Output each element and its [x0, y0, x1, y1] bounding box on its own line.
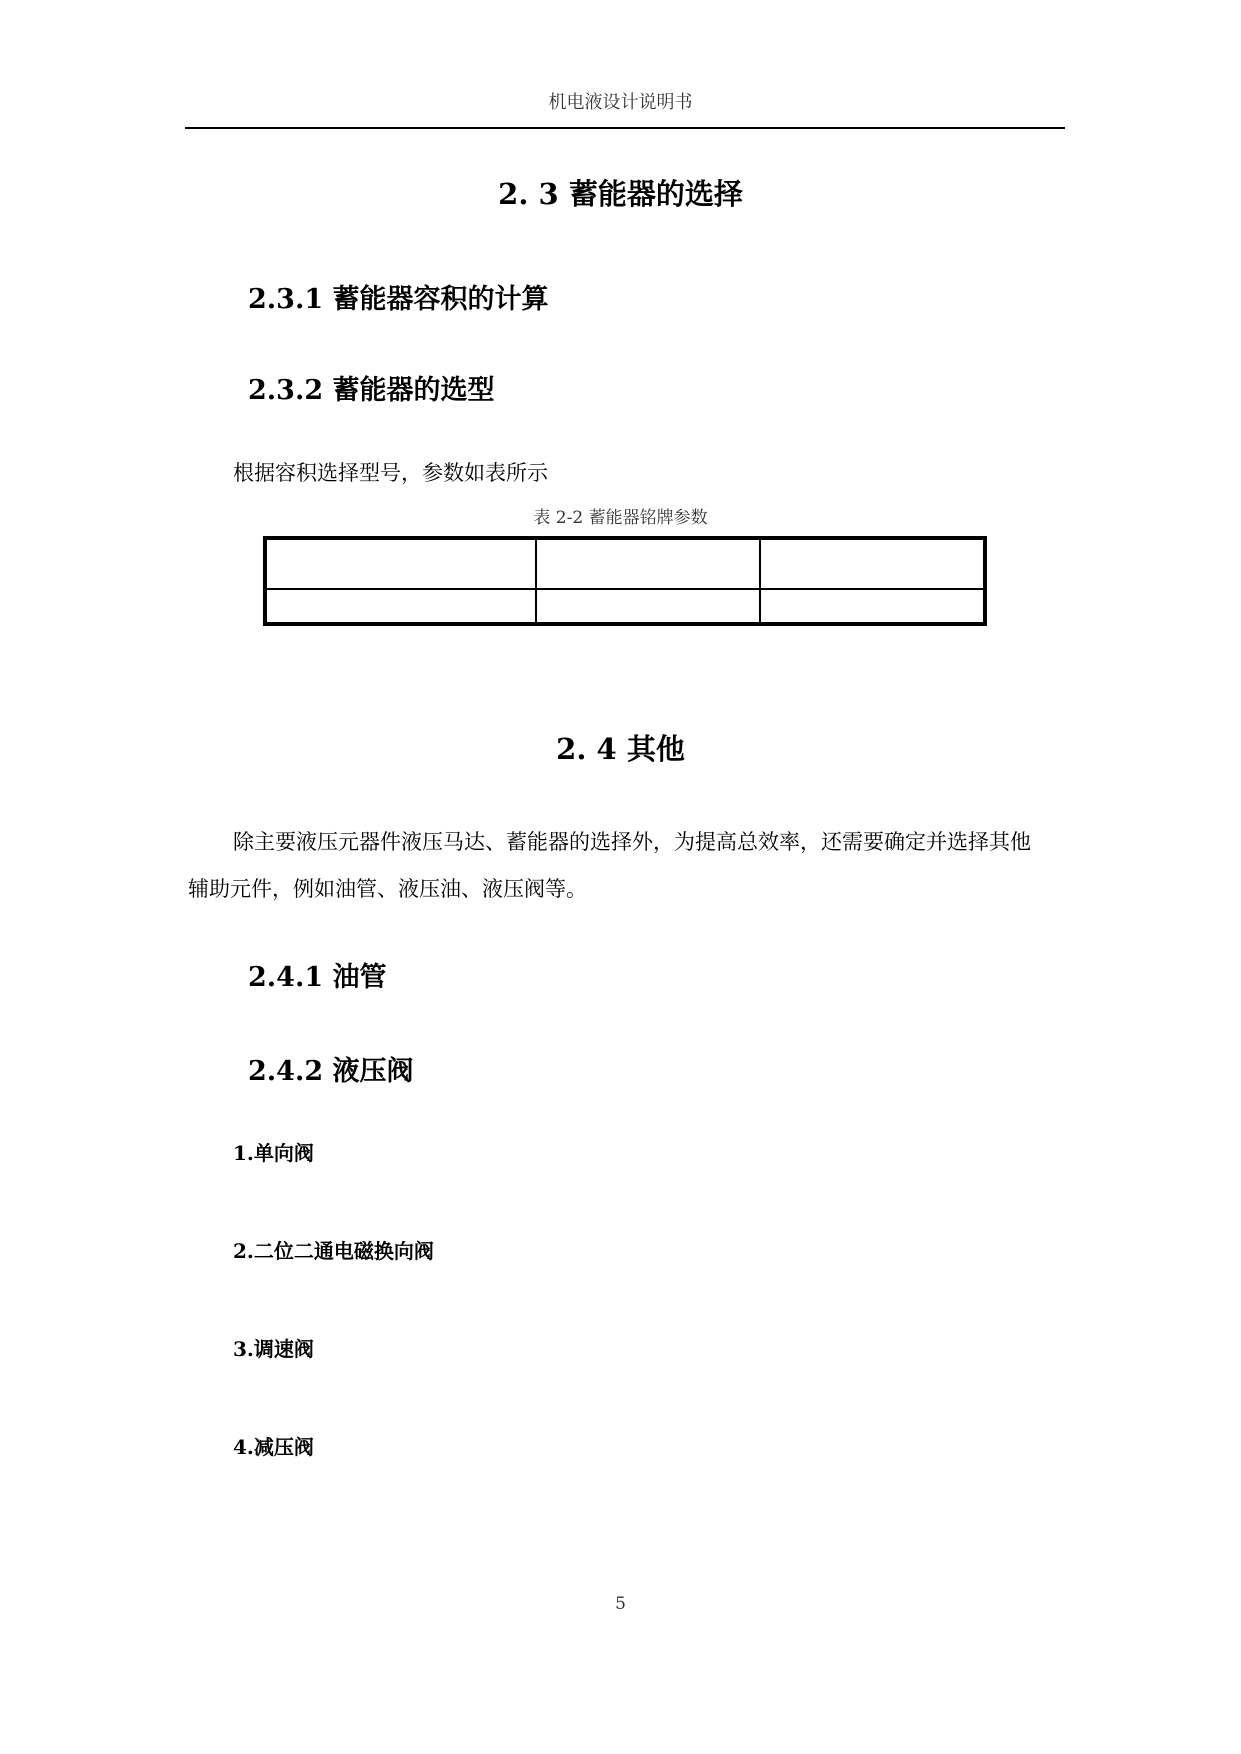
accumulator-params-table [263, 536, 987, 626]
table-cell [536, 538, 760, 589]
table-cell [265, 589, 536, 624]
section-2-3-1-heading: 2.3.1 蓄能器容积的计算 [248, 284, 549, 315]
section-2-4-heading: 2. 4 其他 [556, 732, 685, 766]
other-components-paragraph-line1: 除主要液压元器件液压马达、蓄能器的选择外，为提高总效率，还需要确定并选择其他 [233, 830, 1031, 854]
table-row [265, 589, 985, 624]
selection-paragraph: 根据容积选择型号，参数如表所示 [233, 461, 548, 485]
table-cell [760, 538, 985, 589]
table-cell [265, 538, 536, 589]
table-caption: 表 2-2 蓄能器铭牌参数 [533, 508, 708, 528]
page-number: 5 [615, 1594, 626, 1614]
valve-item-pressure-reducing: 4.减压阀 [233, 1435, 314, 1459]
table-cell [536, 589, 760, 624]
section-2-4-1-heading: 2.4.1 油管 [248, 962, 387, 993]
valve-item-solenoid: 2.二位二通电磁换向阀 [233, 1239, 434, 1263]
table-row [265, 538, 985, 589]
other-components-paragraph-line2: 辅助元件，例如油管、液压油、液压阀等。 [188, 877, 587, 901]
section-2-3-heading: 2. 3 蓄能器的选择 [498, 177, 743, 211]
section-2-4-2-heading: 2.4.2 液压阀 [248, 1056, 414, 1087]
section-2-3-2-heading: 2.3.2 蓄能器的选型 [248, 375, 495, 406]
header-rule [185, 127, 1065, 129]
valve-item-check: 1.单向阀 [233, 1141, 314, 1165]
table-cell [760, 589, 985, 624]
valve-item-speed: 3.调速阀 [233, 1337, 314, 1361]
running-header: 机电液设计说明书 [548, 92, 693, 113]
